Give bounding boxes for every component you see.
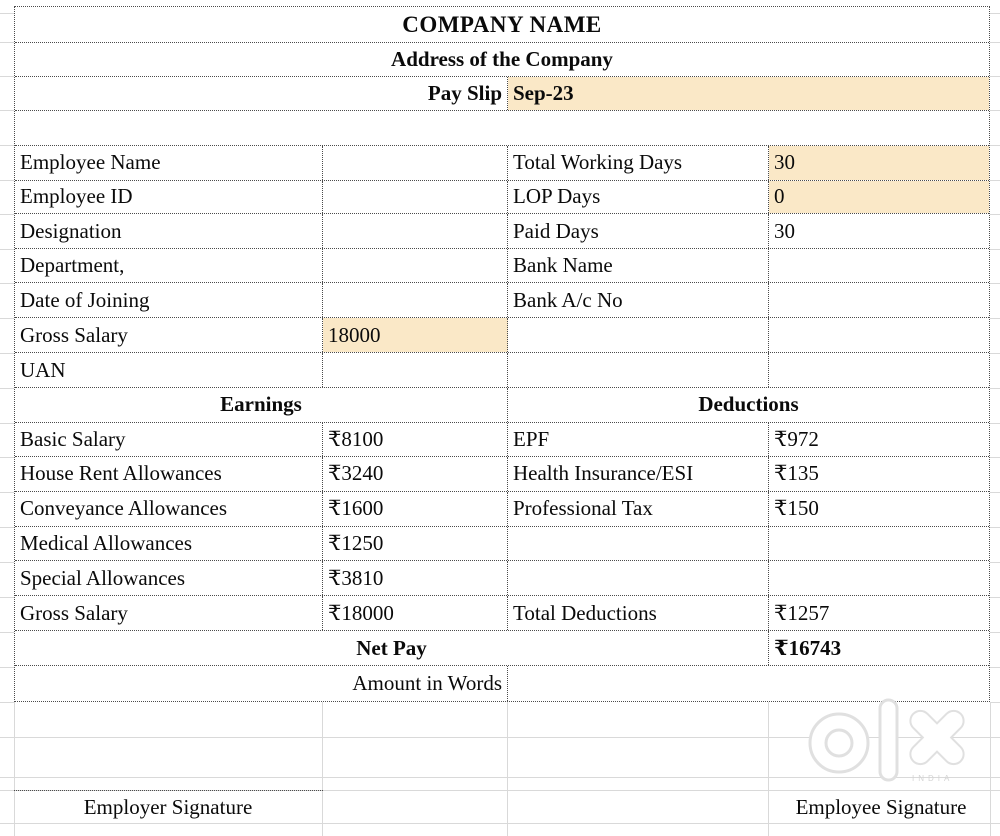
- uan-value[interactable]: [323, 353, 508, 387]
- gridline: [0, 249, 14, 250]
- empty-cell: [508, 353, 769, 387]
- net-pay-value: ₹16743: [774, 635, 842, 660]
- empty-cell: [15, 111, 989, 145]
- table-row: [15, 146, 989, 181]
- medical-value[interactable]: ₹1250: [323, 527, 508, 561]
- gridline: [990, 597, 1000, 598]
- table-row: [15, 457, 989, 492]
- gross-salary-total-value[interactable]: ₹18000: [323, 596, 508, 630]
- table-row: [15, 527, 989, 562]
- gridline: [990, 145, 1000, 146]
- gridline: [0, 823, 1000, 824]
- amount-in-words-label: Amount in Words: [15, 666, 508, 701]
- spacer-row: [15, 111, 989, 146]
- special-allowance-label: Special Allowances: [15, 561, 323, 595]
- gridline: [0, 597, 14, 598]
- conveyance-value[interactable]: ₹1600: [323, 492, 508, 526]
- gridline: [990, 13, 1000, 14]
- company-address-row: [15, 43, 989, 77]
- gross-salary-input-value[interactable]: 18000: [323, 318, 508, 352]
- table-row: [15, 181, 989, 215]
- bank-name-label: Bank Name: [508, 249, 769, 282]
- basic-salary-value[interactable]: ₹8100: [323, 423, 508, 456]
- gridline: [990, 76, 1000, 77]
- gridline: [0, 492, 14, 493]
- special-allowance-value[interactable]: ₹3810: [323, 561, 508, 595]
- designation-value[interactable]: [323, 214, 508, 248]
- empty-cell[interactable]: [769, 527, 989, 561]
- gridline: [990, 632, 1000, 633]
- gridline: [0, 388, 14, 389]
- table-row: [15, 214, 989, 249]
- pay-period-cell[interactable]: Sep-23: [508, 77, 989, 110]
- empty-cell[interactable]: [769, 353, 989, 387]
- gridline: [0, 42, 14, 43]
- gridline: [0, 562, 14, 563]
- gridline: [990, 457, 1000, 458]
- gross-salary-total-label: Gross Salary: [15, 596, 323, 630]
- gridline: [990, 318, 1000, 319]
- employee-signature-label: Employee Signature: [795, 794, 967, 819]
- gridline: [0, 145, 14, 146]
- medical-label: Medical Allowances: [15, 527, 323, 561]
- professional-tax-label: Professional Tax: [508, 492, 769, 526]
- gridline: [990, 353, 1000, 354]
- lop-days-value[interactable]: 0: [769, 181, 989, 214]
- empty-cell: [508, 527, 769, 561]
- gridline: [0, 457, 14, 458]
- earnings-section-title: Earnings: [15, 388, 508, 422]
- empty-cell[interactable]: [769, 318, 989, 352]
- net-pay-row: [15, 631, 989, 666]
- empty-cell[interactable]: [769, 561, 989, 595]
- gridline: [990, 667, 1000, 668]
- total-working-days-label: Total Working Days: [508, 146, 769, 180]
- gridline: [990, 42, 1000, 43]
- table-row: [15, 249, 989, 283]
- table-row: [15, 283, 989, 318]
- olx-country-label: INDIA: [912, 774, 954, 783]
- empty-cell: [508, 561, 769, 595]
- paid-days-value[interactable]: 30: [774, 218, 795, 243]
- table-row: [15, 318, 989, 353]
- epf-label: EPF: [508, 423, 769, 456]
- date-of-joining-label: Date of Joining: [15, 283, 323, 317]
- gridline: [0, 353, 14, 354]
- gridline: [990, 283, 1000, 284]
- gridline: [990, 527, 1000, 528]
- gridline: [0, 110, 14, 111]
- gridline: [0, 76, 14, 77]
- gridline: [507, 702, 508, 836]
- payslip-title-row: [15, 77, 989, 111]
- conveyance-label: Conveyance Allowances: [15, 492, 323, 526]
- net-pay-label: Net Pay: [15, 631, 769, 665]
- total-deductions-value[interactable]: ₹1257: [774, 600, 830, 625]
- gridline: [990, 110, 1000, 111]
- date-of-joining-value[interactable]: [323, 283, 508, 317]
- bank-name-value[interactable]: [769, 249, 989, 282]
- gridline: [0, 214, 14, 215]
- empty-cell: [508, 318, 769, 352]
- employee-name-value[interactable]: [323, 146, 508, 180]
- table-row: [15, 423, 989, 457]
- health-insurance-label: Health Insurance/ESI: [508, 457, 769, 491]
- gridline: [990, 180, 1000, 181]
- amount-in-words-value[interactable]: [508, 666, 989, 701]
- gridline: [0, 13, 14, 14]
- payslip-table: [14, 6, 990, 702]
- gross-salary-input-label: Gross Salary: [15, 318, 323, 352]
- gridline: [990, 702, 1000, 703]
- bank-account-value[interactable]: [769, 283, 989, 317]
- employee-name-label: Employee Name: [15, 146, 323, 180]
- company-name-row: [15, 7, 989, 43]
- gridline: [0, 180, 14, 181]
- designation-label: Designation: [15, 214, 323, 248]
- lop-days-label: LOP Days: [508, 181, 769, 214]
- health-insurance-value[interactable]: ₹135: [774, 461, 819, 486]
- gridline: [0, 702, 14, 703]
- olx-logo-icon: [806, 698, 976, 790]
- gridline: [0, 632, 14, 633]
- gridline: [990, 423, 1000, 424]
- company-address: Address of the Company: [391, 46, 613, 71]
- gridline: [990, 492, 1000, 493]
- gridline: [322, 702, 323, 836]
- professional-tax-value[interactable]: ₹150: [774, 496, 819, 521]
- gridline: [990, 388, 1000, 389]
- gridline: [990, 214, 1000, 215]
- payslip-title-label: Pay Slip: [15, 77, 508, 110]
- gridline: [0, 527, 14, 528]
- deductions-section-title: Deductions: [698, 392, 799, 417]
- gridline: [0, 667, 14, 668]
- bank-account-label: Bank A/c No: [508, 283, 769, 317]
- employee-id-value[interactable]: [323, 181, 508, 214]
- paid-days-label: Paid Days: [508, 214, 769, 248]
- epf-value[interactable]: ₹972: [774, 426, 819, 451]
- table-row: [15, 353, 989, 388]
- employer-signature-label: Employer Signature: [83, 794, 253, 819]
- department-label: Department,: [15, 249, 323, 282]
- gridline: [0, 318, 14, 319]
- total-deductions-label: Total Deductions: [508, 596, 769, 630]
- gridline: [0, 283, 14, 284]
- gridline: [990, 249, 1000, 250]
- table-row: [15, 561, 989, 596]
- table-row: [15, 492, 989, 527]
- table-row: [15, 596, 989, 631]
- basic-salary-label: Basic Salary: [15, 423, 323, 456]
- house-rent-label: House Rent Allowances: [15, 457, 323, 491]
- company-name: COMPANY NAME: [402, 11, 602, 37]
- total-working-days-value[interactable]: 30: [769, 146, 989, 180]
- gridline: [0, 423, 14, 424]
- house-rent-value[interactable]: ₹3240: [323, 457, 508, 491]
- olx-watermark: [806, 698, 976, 795]
- gridline: [990, 562, 1000, 563]
- department-value[interactable]: [323, 249, 508, 282]
- uan-label: UAN: [15, 353, 323, 387]
- employee-id-label: Employee ID: [15, 181, 323, 214]
- section-header-row: [15, 388, 989, 423]
- amount-in-words-row: [15, 666, 989, 701]
